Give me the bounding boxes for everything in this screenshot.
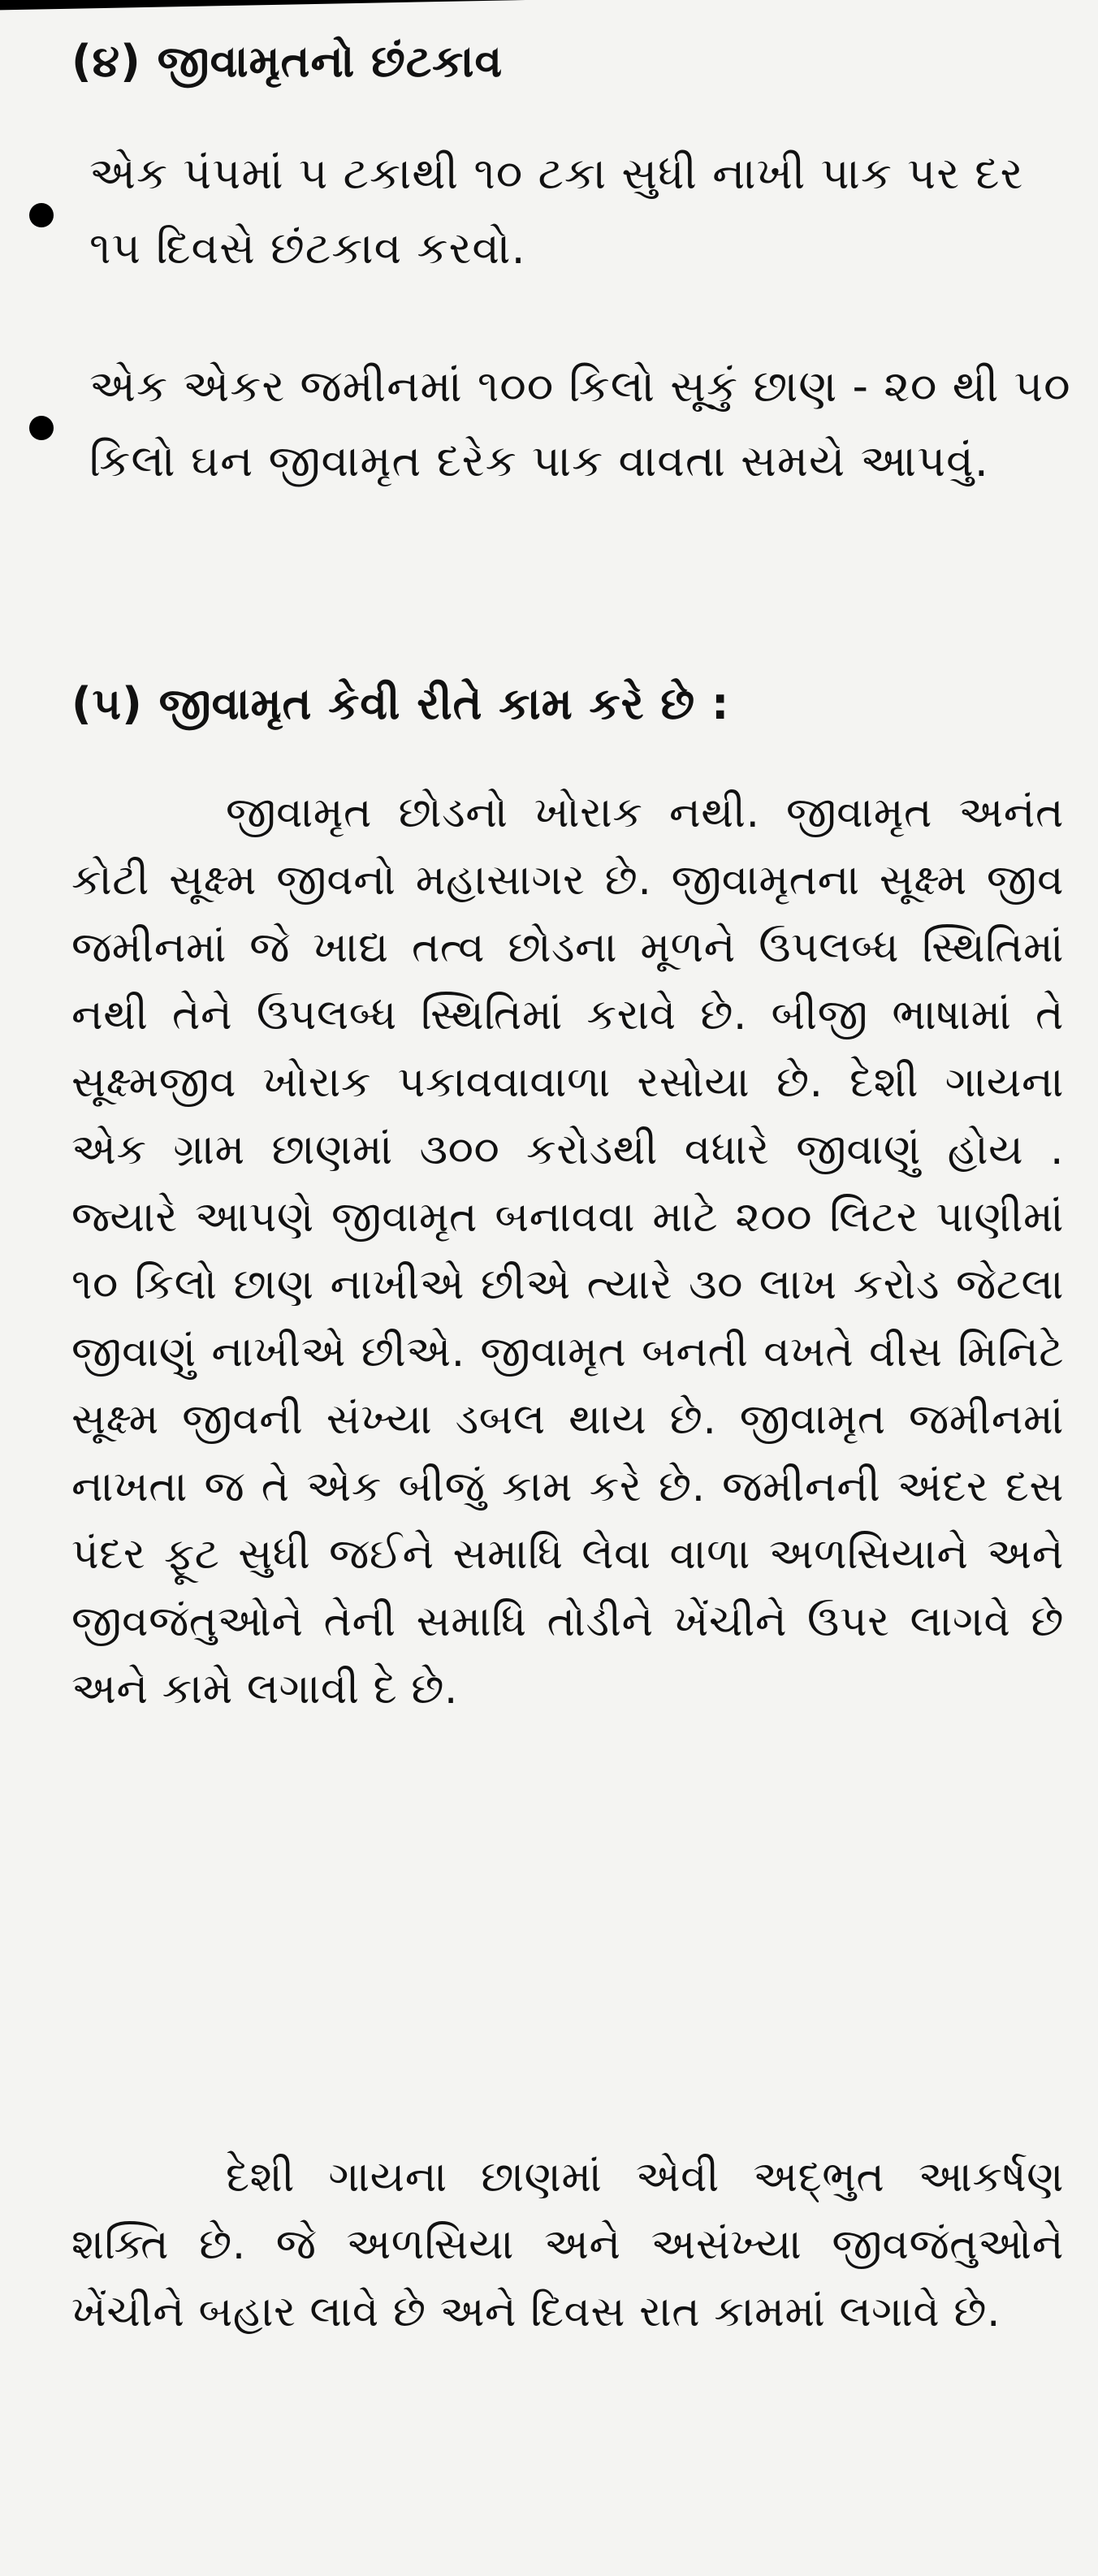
body-paragraph: દેશી ગાયના છાણમાં એવી અદ્ભુત આકર્ષણ શક્તિ છે. જે અળસિયા અને અસંખ્યા જીવજંતુઓને ખેંચીને બહાર લાવે છે અને દિવસ રાત કામમાં લગાવે છે.: [71, 2153, 1064, 2336]
bullet-dot: [29, 203, 54, 227]
section-5-heading: (૫) જીવામૃત કેવી રીતે કામ કરે છે :: [71, 678, 730, 729]
body-paragraph: જીવામૃત છોડનો ખોરાક નથી. જીવામૃત અનંત કોટી સૂક્ષ્મ જીવનો મહાસાગર છે. જીવામૃતના સૂક્ષ્મ જીવ જમીનમાં જે ખાદ્ય તત્વ છોડના મૂળને ઉપલબ્ધ સ્થિતિમાં નથી તેને ઉપલબ્ધ સ્થિતિમાં કરાવે છે. બીજી ભાષામાં તે સૂક્ષ્મજીવ ખોરાક પકાવવાવાળા રસોયા છે. દેશી ગાયના એક ગ્રામ છાણમાં ૩૦૦ કરોડથી વધારે જીવાણું હોય . જ્યારે આપણે જીવામૃત બનાવવા માટે ૨૦૦ લિટર પાણીમાં ૧૦ કિલો છાણ નાખીએ છીએ ત્યારે ૩૦ લાખ કરોડ જેટલા જીવાણું નાખીએ છીએ. જીવામૃત બનતી વખતે વીસ મિનિટે સૂક્ષ્મ જીવની સંખ્યા ડબલ થાય છે. જીવામૃત જમીનમાં નાખતા જ તે એક બીજું કામ કરે છે. જમીનની અંદર દસ પંદર ફૂટ સુધી જઈને સમાધિ લેવા વાળા અળસિયાને અને જીવજંતુઓને તેની સમાધિ તોડીને ખેંચીને ઉપર લાગવે છે અને કામે લગાવી દે છે.: [71, 789, 1064, 1714]
bullet-text: એક પંપમાં ૫ ટકાથી ૧૦ ટકા સુધી નાખી પાક પર દર ૧૫ દિવસે છંટકાવ કરવો.: [89, 148, 1024, 274]
section-4-heading: (૪) જીવામૃતનો છંટકાવ: [71, 36, 504, 87]
bullet-text: એક એકર જમીનમાં ૧૦૦ કિલો સૂકું છાણ - ૨૦ થી ૫૦ કિલો ઘન જીવામૃત દરેક પાક વાવતા સમયે આપવું.: [89, 361, 1071, 486]
top-border-rule: [0, 0, 1098, 21]
bullet-dot: [29, 416, 54, 440]
